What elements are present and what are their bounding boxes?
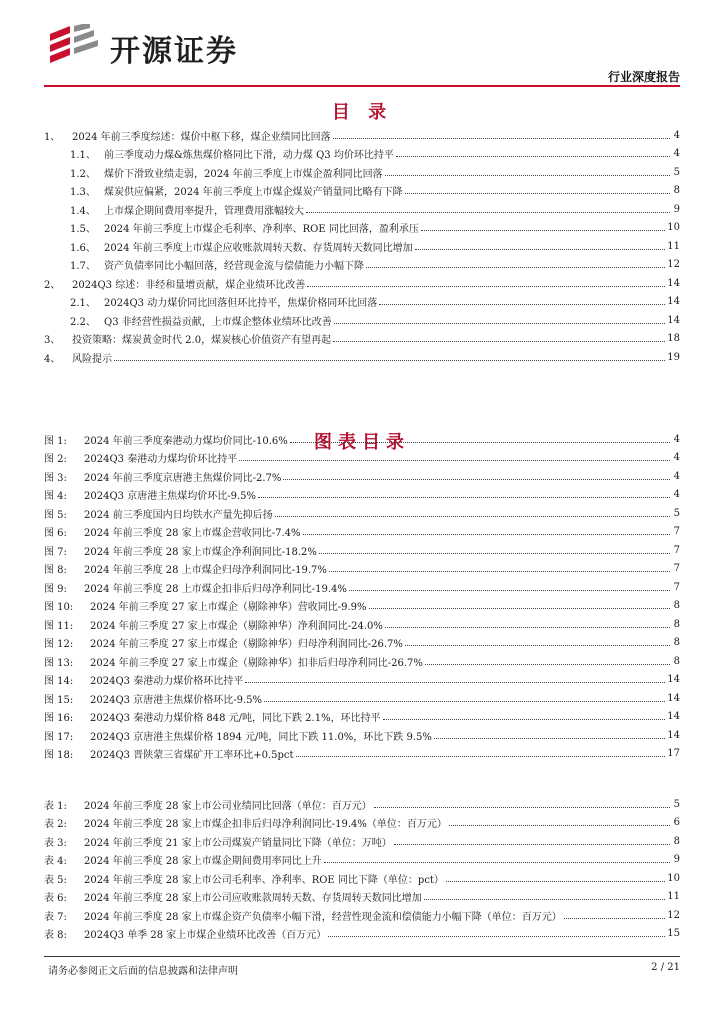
toc-entry-number: 1.3、: [70, 187, 96, 199]
toc-entry-number: 1.4、: [70, 205, 96, 217]
toc-entry-number: 1.1、: [70, 150, 96, 162]
figure-entry-title: 2024 年前三季度京唐港主焦煤价同比-2.7%: [84, 472, 282, 484]
figure-entry-page: 8: [673, 655, 680, 667]
table-entry-number: 表 8:: [44, 930, 67, 942]
dot-leader: [306, 212, 670, 213]
toc-entry-number: 3、: [44, 335, 61, 347]
table-entry-page: 8: [673, 835, 680, 847]
toc-entry-page: 11: [667, 240, 680, 252]
figure-entry[interactable]: [44, 745, 680, 764]
dot-leader: [369, 608, 671, 609]
figure-entry-title: 2024 年前三季度 27 家上市煤企（剔除神华）营收同比-9.9%: [90, 602, 367, 614]
figure-entry[interactable]: [44, 523, 680, 542]
dot-leader: [114, 360, 665, 361]
toc-entry[interactable]: [44, 145, 680, 164]
table-entry-title: 2024 年前三季度 28 家上市公司毛利率、净利率、ROE 同比下降（单位：pct）: [84, 874, 444, 886]
toc-entry[interactable]: [44, 348, 680, 367]
figure-entry-page: 4: [673, 489, 680, 501]
toc-entry[interactable]: [44, 274, 680, 293]
table-entry-title: 2024Q3 单季 28 家上市煤企业绩环比改善（百万元）: [84, 930, 327, 942]
toc-entry-title: 2024 年前三季度上市煤企毛利率、净利率、ROE 同比回落，盈利承压: [104, 224, 419, 236]
toc-entry-page: 5: [673, 166, 680, 178]
dot-leader: [564, 918, 666, 919]
figure-entry[interactable]: [44, 486, 680, 505]
dot-leader: [324, 862, 670, 863]
footer-disclaimer: 请务必参阅正文后面的信息披露和法律声明: [48, 966, 238, 977]
toc-entry-page: 4: [673, 129, 680, 141]
page-number: 2 / 21: [651, 962, 680, 973]
table-entry[interactable]: [44, 925, 680, 944]
brand-logo-icon: [44, 24, 104, 64]
page-header: [44, 22, 680, 82]
toc-entry-title: 投资策略：煤炭黄金时代 2.0，煤炭核心价值资产有望再起: [72, 335, 332, 347]
toc-entry-page: 9: [673, 203, 680, 215]
table-entry-number: 表 2:: [44, 819, 67, 831]
toc-entry-number: 2、: [44, 279, 61, 291]
dot-leader: [385, 627, 670, 628]
figure-entry[interactable]: [44, 597, 680, 616]
dot-leader: [405, 645, 670, 646]
figure-entry[interactable]: [44, 652, 680, 671]
figure-entry-title: 2024 年前三季度 28 上市煤企扣非后归母净利同比-19.4%: [84, 583, 347, 595]
dot-leader: [379, 304, 665, 305]
table-entry-page: 9: [673, 854, 680, 866]
figure-entry[interactable]: [44, 560, 680, 579]
dot-leader: [333, 138, 670, 139]
dot-leader: [303, 534, 671, 535]
dot-leader: [258, 497, 670, 498]
figure-entry-title: 2024Q3 晋陕蒙三省煤矿开工率环比+0.5pct: [90, 750, 294, 762]
dot-leader: [383, 719, 666, 720]
table-entry-number: 表 7:: [44, 911, 67, 923]
table-entry-number: 表 3:: [44, 837, 67, 849]
toc-entry[interactable]: [44, 311, 680, 330]
toc-entry-page: 14: [667, 314, 680, 326]
toc-entry-title: 煤价下滑致业绩走弱，2024 年前三季度上市煤企盈利同比回落: [104, 168, 383, 180]
toc-entry-title: 风险提示: [72, 353, 112, 365]
figure-entry-page: 14: [667, 674, 680, 686]
toc-entry-page: 12: [667, 259, 680, 271]
toc-entry-number: 1、: [44, 131, 61, 143]
dot-leader: [307, 286, 665, 287]
toc-entry-title: 2024 年前三季度上市煤企应收账款周转天数、存货周转天数同比增加: [104, 242, 413, 254]
dot-leader: [446, 881, 665, 882]
figure-entry-title: 2024 前三季度国内日均铁水产量先抑后扬: [84, 509, 273, 521]
dot-leader: [319, 553, 670, 554]
figure-entry[interactable]: [44, 615, 680, 634]
figure-entry-title: 2024 年前三季度 27 家上市煤企（剔除神华）净利润同比-24.0%: [90, 620, 383, 632]
dot-leader: [349, 590, 670, 591]
figure-entry-page: 5: [673, 507, 680, 519]
table-entry-page: 10: [667, 872, 680, 884]
dot-leader: [421, 230, 665, 231]
figure-entry[interactable]: [44, 726, 680, 745]
table-entry-title: 2024 年前三季度 21 家上市公司煤炭产销量同比下降（单位：万吨）: [84, 837, 392, 849]
figure-entry-number: 图 15:: [44, 694, 74, 706]
toc-entry-title: 资产负债率同比小幅回落，经营现金流与偿债能力小幅下降: [104, 261, 364, 273]
figure-entry-page: 8: [673, 600, 680, 612]
figure-entry-number: 图 16:: [44, 713, 74, 725]
toc-entry-title: 上市煤企期间费用率提升，管理费用涨幅较大: [104, 205, 304, 217]
toc-entry[interactable]: [44, 219, 680, 238]
figure-entry-page: 14: [667, 729, 680, 741]
table-entry[interactable]: [44, 851, 680, 870]
figure-entry-title: 2024Q3 秦港动力煤价格 848 元/吨，同比下跌 2.1%，环比持平: [90, 713, 381, 725]
figure-entry-title: 2024 年前三季度 28 家上市煤企营收同比-7.4%: [84, 528, 301, 540]
toc-entry-title: 2024 年前三季度综述：煤价中枢下移，煤企业绩同比回落: [72, 131, 331, 143]
dot-leader: [333, 341, 665, 342]
figure-entry-number: 图 5:: [44, 509, 67, 521]
toc-entry-number: 2.1、: [70, 298, 96, 310]
figure-list: [44, 430, 680, 763]
toc-entry-page: 14: [667, 277, 680, 289]
figure-entry-title: 2024Q3 京唐港主焦煤价格环比-9.5%: [90, 694, 262, 706]
figure-entry-number: 图 11:: [44, 620, 74, 632]
figure-entry-page: 4: [673, 433, 680, 445]
figure-entry-page: 7: [673, 581, 680, 593]
toc-entry[interactable]: [44, 330, 680, 349]
dot-leader: [296, 756, 666, 757]
figure-entry-page: 4: [673, 470, 680, 482]
dot-leader: [329, 571, 670, 572]
dot-leader: [394, 844, 670, 845]
table-entry[interactable]: [44, 814, 680, 833]
table-entry-title: 2024 年前三季度 28 家上市公司业绩同比回落（单位：百万元）: [84, 800, 372, 812]
dot-leader: [334, 323, 666, 324]
toc-entry-title: 2024Q3 综述：非经和量增贡献，煤企业绩环比改善: [72, 279, 306, 291]
dot-leader: [264, 701, 665, 702]
toc-entry-number: 4、: [44, 353, 61, 365]
figure-entry-number: 图 18:: [44, 750, 74, 762]
toc-entry-title: 前三季度动力煤&炼焦煤价格同比下滑，动力煤 Q3 均价环比持平: [104, 150, 394, 162]
figure-entry-page: 17: [667, 748, 680, 760]
table-entry[interactable]: [44, 832, 680, 851]
figure-entry-number: 图 13:: [44, 657, 74, 669]
figure-entry-page: 14: [667, 692, 680, 704]
toc-entry-number: 1.2、: [70, 168, 96, 180]
dot-leader: [449, 825, 670, 826]
toc-entry-number: 2.2、: [70, 316, 96, 328]
table-entry-page: 6: [673, 817, 680, 829]
figure-entry[interactable]: [44, 578, 680, 597]
figure-entry-number: 图 14:: [44, 676, 74, 688]
figure-entry-page: 7: [673, 544, 680, 556]
table-entry-number: 表 4:: [44, 856, 67, 868]
figure-entry-number: 图 6:: [44, 528, 67, 540]
table-entry-page: 5: [673, 798, 680, 810]
toc-entry-page: 19: [667, 351, 680, 363]
dot-leader: [405, 193, 670, 194]
figure-entry-page: 7: [673, 526, 680, 538]
dot-leader: [415, 249, 666, 250]
table-entry-title: 2024 年前三季度 28 家上市煤企资产负债率小幅下滑，经营性现金流和偿债能力小幅下降（单位：百万元）: [84, 911, 562, 923]
figure-entry-title: 2024Q3 京唐港主焦煤价格 1894 元/吨，同比下跌 11.0%，环比下跌 9.5%: [90, 731, 432, 743]
figure-entry[interactable]: [44, 634, 680, 653]
figure-entry[interactable]: [44, 449, 680, 468]
toc-entry-number: 1.7、: [70, 261, 96, 273]
dot-leader: [385, 175, 670, 176]
table-entry-page: 11: [667, 891, 680, 903]
toc-entry-number: 1.5、: [70, 224, 96, 236]
figure-entry[interactable]: [44, 671, 680, 690]
figure-entry-number: 图 1:: [44, 435, 67, 447]
table-entry[interactable]: [44, 906, 680, 925]
figure-entry[interactable]: [44, 467, 680, 486]
figure-list-heading: 图表目录: [314, 432, 410, 453]
table-list: [44, 795, 680, 943]
toc-entry[interactable]: [44, 163, 680, 182]
figure-entry-number: 图 8:: [44, 565, 67, 577]
toc-entry-page: 10: [667, 222, 680, 234]
report-type: 行业深度报告: [607, 70, 680, 84]
brand-name: 开源证券: [110, 34, 238, 69]
figure-entry-page: 8: [673, 637, 680, 649]
toc-entry-title: 煤炭供应偏紧，2024 年前三季度上市煤企煤炭产销量同比略有下降: [104, 187, 403, 199]
table-entry[interactable]: [44, 869, 680, 888]
toc-entry-page: 14: [667, 296, 680, 308]
figure-entry[interactable]: [44, 504, 680, 523]
table-entry-title: 2024 年前三季度 28 家上市煤企期间费用率同比上升: [84, 856, 322, 868]
figure-entry-title: 2024 年前三季度 28 上市煤企归母净利润同比-19.7%: [84, 565, 327, 577]
figure-entry-title: 2024 年前三季度 27 家上市煤企（剔除神华）归母净利润同比-26.7%: [90, 639, 403, 651]
dot-leader: [283, 479, 670, 480]
figure-entry-number: 图 4:: [44, 491, 67, 503]
figure-entry-number: 图 7:: [44, 546, 67, 558]
figure-entry-number: 图 10:: [44, 602, 74, 614]
toc-entry[interactable]: [44, 182, 680, 201]
figure-entry[interactable]: [44, 430, 680, 449]
toc-heading: 目 录: [331, 102, 393, 123]
toc-entry-title: Q3 非经营性损益贡献，上市煤企整体业绩环比改善: [104, 316, 332, 328]
figure-entry-page: 4: [673, 452, 680, 464]
figure-entry-number: 图 9:: [44, 583, 67, 595]
figure-entry-page: 8: [673, 618, 680, 630]
dot-leader: [328, 936, 665, 937]
footer-divider: [44, 956, 680, 957]
figure-entry-title: 2024 年前三季度 28 家上市煤企净利润同比-18.2%: [84, 546, 317, 558]
toc-entry-number: 1.6、: [70, 242, 96, 254]
figure-entry[interactable]: [44, 689, 680, 708]
dot-leader: [434, 738, 665, 739]
dot-leader: [396, 156, 670, 157]
toc-entry[interactable]: [44, 200, 680, 219]
table-entry-title: 2024 年前三季度 28 家上市煤企扣非后归母净利润同比-19.4%（单位：百万元）: [84, 819, 447, 831]
dot-leader: [290, 442, 670, 443]
table-entry[interactable]: [44, 795, 680, 814]
dot-leader: [275, 516, 670, 517]
dot-leader: [245, 682, 665, 683]
figure-entry-number: 图 17:: [44, 731, 74, 743]
figure-entry-page: 14: [667, 711, 680, 723]
table-entry-page: 12: [667, 909, 680, 921]
toc-list: [44, 126, 680, 367]
table-entry-number: 表 5:: [44, 874, 67, 886]
toc-entry-page: 8: [673, 185, 680, 197]
toc-entry-title: 2024Q3 动力煤价同比回落但环比持平，焦煤价格同环比回落: [104, 298, 378, 310]
figure-entry-number: 图 2:: [44, 454, 67, 466]
figure-entry-title: 2024 年前三季度秦港动力煤均价同比-10.6%: [84, 435, 288, 447]
dot-leader: [374, 807, 670, 808]
figure-entry[interactable]: [44, 541, 680, 560]
figure-entry-title: 2024Q3 秦港动力煤价格环比持平: [90, 676, 244, 688]
figure-entry[interactable]: [44, 708, 680, 727]
toc-entry[interactable]: [44, 126, 680, 145]
toc-entry[interactable]: [44, 293, 680, 312]
figure-entry-title: 2024Q3 京唐港主焦煤均价环比-9.5%: [84, 491, 256, 503]
figure-entry-title: 2024Q3 秦港动力煤均价环比持平: [84, 454, 238, 466]
dot-leader: [239, 460, 670, 461]
dot-leader: [424, 899, 666, 900]
toc-entry[interactable]: [44, 256, 680, 275]
table-entry-number: 表 6:: [44, 893, 67, 905]
figure-entry-title: 2024 年前三季度 27 家上市煤企（剔除神华）扣非后归母净利同比-26.7%: [90, 657, 423, 669]
header-divider: [44, 85, 680, 87]
table-entry[interactable]: [44, 888, 680, 907]
toc-entry[interactable]: [44, 237, 680, 256]
figure-entry-number: 图 3:: [44, 472, 67, 484]
dot-leader: [366, 267, 665, 268]
brand-logo[interactable]: [44, 22, 274, 69]
figure-entry-page: 7: [673, 563, 680, 575]
toc-entry-page: 18: [667, 333, 680, 345]
dot-leader: [425, 664, 670, 665]
table-entry-title: 2024 年前三季度 28 家上市公司应收账款周转天数、存货周转天数同比增加: [84, 893, 422, 905]
table-entry-page: 15: [667, 928, 680, 940]
toc-entry-page: 4: [673, 148, 680, 160]
figure-entry-number: 图 12:: [44, 639, 74, 651]
table-entry-number: 表 1:: [44, 800, 67, 812]
